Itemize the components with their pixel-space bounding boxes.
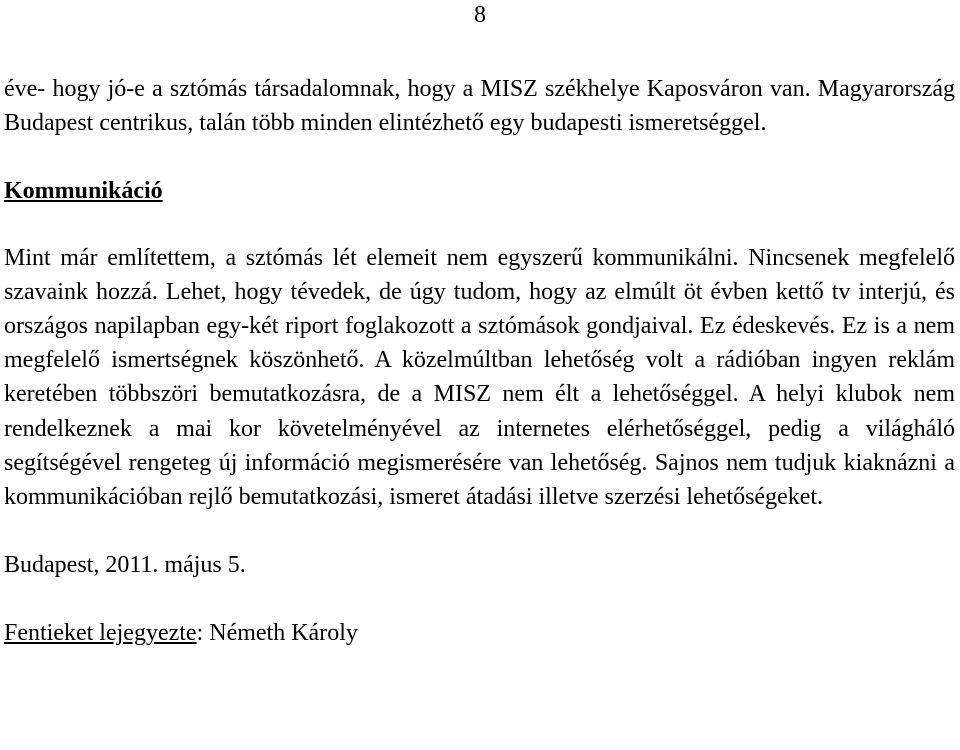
signature-name: Németh Károly — [203, 620, 358, 647]
section-heading: Kommunikáció — [4, 178, 163, 205]
page-number: 8 — [474, 2, 486, 28]
spacer — [4, 209, 955, 241]
spacer — [4, 514, 955, 548]
intro-paragraph: éve- hogy jó-e a sztómás társadalomnak, hogy a MISZ székhelye Kaposváron van. Magyarország Budapest centrikus, talán több minden elintézhető egy budapesti ismeretséggel. — [4, 76, 955, 137]
signature-line — [4, 616, 955, 650]
signature-separator: : — [196, 620, 204, 647]
body-paragraph: Mint már említettem, a sztómás lét elemeit nem egyszerű kommunikálni. Nincsenek megfelelő szavaink hozzá. Lehet, hogy tévedek, de úgy tudom, hogy az elmúlt öt évben kettő tv interjú, és országos napilapban egy-két riport foglakozott a sztómások gondjaival. Ez édeskevés. Ez is a nem megfelelő ismertségnek köszönhető. A közelmúltban lehetőség volt a rádióban ingyen reklám keretében többszöri bemutatkozásra, de a MISZ nem élt a lehetőséggel. A helyi klubok nem rendelkeznek a mai kor követelményével az internetes elérhetőséggel, pedig a világháló segítségével rengeteg új információ megismerésére van lehetőség. Sajnos nem tudjuk kiaknázni a kommunikációban rejlő bemutatkozási, ismeret átadási illetve szerzési lehetőségeket. — [4, 244, 955, 511]
signature-label: Fentieket lejegyezte — [4, 620, 197, 647]
spacer — [4, 582, 955, 616]
date-line: Budapest, 2011. május 5. — [4, 552, 246, 579]
document-body — [4, 72, 955, 651]
spacer — [4, 140, 955, 174]
